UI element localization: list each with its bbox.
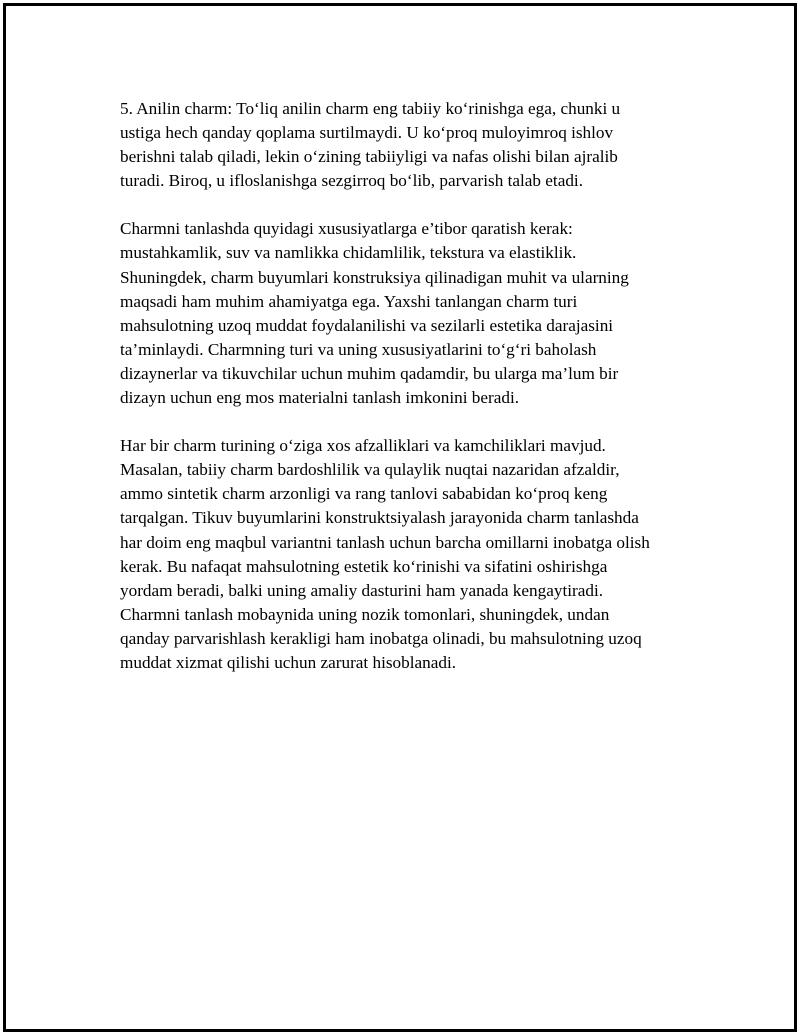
paragraph-advantages	[120, 434, 700, 675]
text-line: tarqalgan. Tikuv buyumlarini konstruktsiyalash jarayonida charm tanlashda	[120, 508, 639, 528]
text-line: Har bir charm turining o‘ziga xos afzalliklari va kamchiliklari mavjud.	[120, 436, 606, 456]
text-line: 5. Anilin charm: To‘liq anilin charm eng tabiiy ko‘rinishga ega, chunki u	[120, 99, 621, 118]
text-line: kerak. Bu nafaqat mahsulotning estetik ko‘rinishi va sifatini oshirishga	[120, 556, 608, 576]
text-line: ta’minlaydi. Charmning turi va uning xususiyatlarini to‘g‘ri baholash	[120, 339, 597, 359]
paragraph-choosing-leather	[120, 217, 700, 410]
text-line: berishni talab qiladi, lekin o‘zining tabiiyligi va nafas olishi bilan ajralib	[120, 147, 618, 167]
text-line: ustiga hech qanday qoplama surtilmaydi. U ko‘proq muloyimroq ishlov	[120, 123, 614, 143]
text-line: dizaynerlar va tikuvchilar uchun muhim qadamdir, bu ularga ma’lum bir	[120, 363, 619, 383]
text-line: ammo sintetik charm arzonligi va rang tanlovi sababidan ko‘proq keng	[120, 484, 608, 504]
text-line: mustahkamlik, suv va namlikka chidamlilik, tekstura va elastiklik.	[120, 243, 577, 263]
paragraph-aniline-leather	[120, 97, 700, 193]
text-line: Charmni tanlash mobaynida uning nozik tomonlari, shuningdek, undan	[120, 604, 610, 624]
text-line: yordam beradi, balki uning amaliy dasturini ham yanada kengaytiradi.	[120, 580, 604, 600]
text-line: mahsulotning uzoq muddat foydalanilishi va sezilarli estetika darajasini	[120, 315, 614, 335]
text-line: dizayn uchun eng mos materialni tanlash imkonini beradi.	[120, 388, 520, 408]
text-line: turadi. Biroq, u ifloslanishga sezgirroq bo‘lib, parvarish talab etadi.	[120, 171, 583, 191]
text-line: har doim eng maqbul variantni tanlash uchun barcha omillarni inobatga olish	[120, 532, 650, 552]
document-body	[120, 97, 700, 699]
text-line: muddat xizmat qilishi uchun zarurat hisoblanadi.	[120, 652, 457, 672]
text-line: qanday parvarishlash kerakligi ham inobatga olinadi, bu mahsulotning uzoq	[120, 628, 642, 648]
text-line: Masalan, tabiiy charm bardoshlilik va qulaylik nuqtai nazaridan afzaldir,	[120, 460, 620, 480]
text-line: maqsadi ham muhim ahamiyatga ega. Yaxshi tanlangan charm turi	[120, 291, 578, 311]
text-line: Shuningdek, charm buyumlari konstruksiya qilinadigan muhit va ularning	[120, 267, 629, 287]
document-page	[3, 3, 797, 1032]
text-line: Charmni tanlashda quyidagi xususiyatlarga e’tibor qaratish kerak:	[120, 219, 573, 239]
